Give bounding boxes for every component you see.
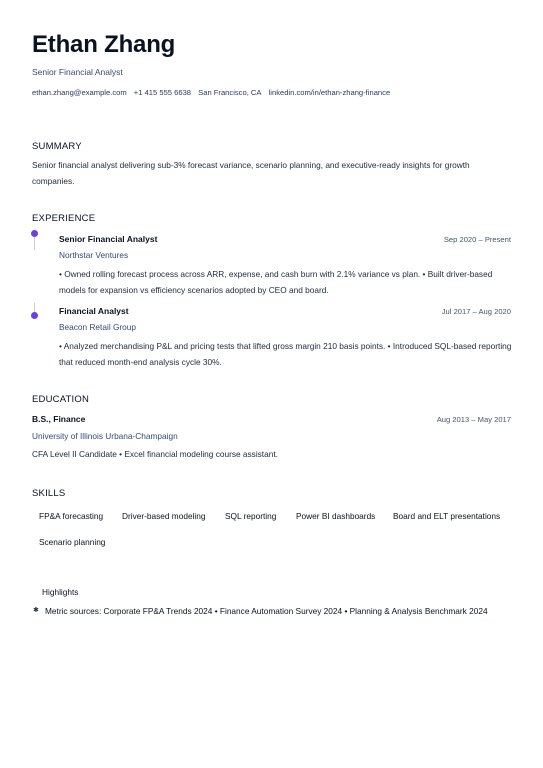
experience-org: Northstar Ventures bbox=[59, 250, 129, 260]
bullet-icon: ✱ bbox=[33, 607, 39, 614]
skill-chip: SQL reporting bbox=[225, 511, 277, 521]
skill-chip: FP&A forecasting bbox=[39, 511, 104, 521]
skill-chip: Driver-based modeling bbox=[122, 511, 206, 521]
education-heading: EDUCATION bbox=[32, 394, 90, 405]
experience-heading: EXPERIENCE bbox=[32, 213, 96, 224]
skills-heading: SKILLS bbox=[32, 488, 66, 499]
contact-line bbox=[32, 88, 395, 97]
candidate-name: Ethan Zhang bbox=[32, 31, 176, 58]
experience-description: • Analyzed merchandising P&L and pricing tests that lifted gross margin 210 basis points. • Introduced SQL-based reporting that reduced month-end analysis cycle 30%. bbox=[59, 341, 512, 367]
skill-chip: Scenario planning bbox=[39, 537, 106, 547]
experience-date: Sep 2020 – Present bbox=[443, 235, 511, 244]
contact-linkedin[interactable]: linkedin.com/in/ethan-zhang-finance bbox=[268, 88, 391, 97]
timeline-line bbox=[34, 236, 35, 250]
highlights-text: Metric sources: Corporate FP&A Trends 2024 • Finance Automation Survey 2024 • Planning & Analysis Benchmark 2024 bbox=[45, 606, 488, 616]
contact-email[interactable]: ethan.zhang@example.com bbox=[32, 88, 127, 97]
summary-heading: SUMMARY bbox=[32, 141, 82, 152]
skill-chip: Board and ELT presentations bbox=[393, 511, 501, 521]
highlights-heading: Highlights bbox=[42, 587, 79, 597]
timeline-dot bbox=[31, 312, 38, 319]
contact-location: San Francisco, CA bbox=[198, 88, 262, 97]
contact-phone[interactable]: +1 415 555 6638 bbox=[133, 88, 192, 97]
skill-chip: Power BI dashboards bbox=[296, 511, 376, 521]
experience-description: • Owned rolling forecast process across ARR, expense, and cash burn with 2.1% variance vs plan. • Built driver-based models for expansion vs efficiency scenarios adopted by CEO and board. bbox=[59, 269, 493, 295]
experience-org: Beacon Retail Group bbox=[59, 322, 137, 332]
candidate-role: Senior Financial Analyst bbox=[32, 67, 123, 77]
experience-title: Financial Analyst bbox=[59, 306, 129, 316]
education-degree: B.S., Finance bbox=[32, 414, 86, 424]
experience-title: Senior Financial Analyst bbox=[59, 234, 158, 244]
education-school: University of Illinois Urbana-Champaign bbox=[32, 431, 178, 441]
education-date: Aug 2013 – May 2017 bbox=[436, 415, 511, 424]
timeline-dot bbox=[31, 230, 38, 237]
summary-text: Senior financial analyst delivering sub-3% forecast variance, scenario planning, and executive-ready insights for growth companies. bbox=[32, 160, 470, 186]
education-details: CFA Level II Candidate • Excel financial modeling course assistant. bbox=[32, 449, 278, 459]
experience-date: Jul 2017 – Aug 2020 bbox=[441, 307, 511, 316]
